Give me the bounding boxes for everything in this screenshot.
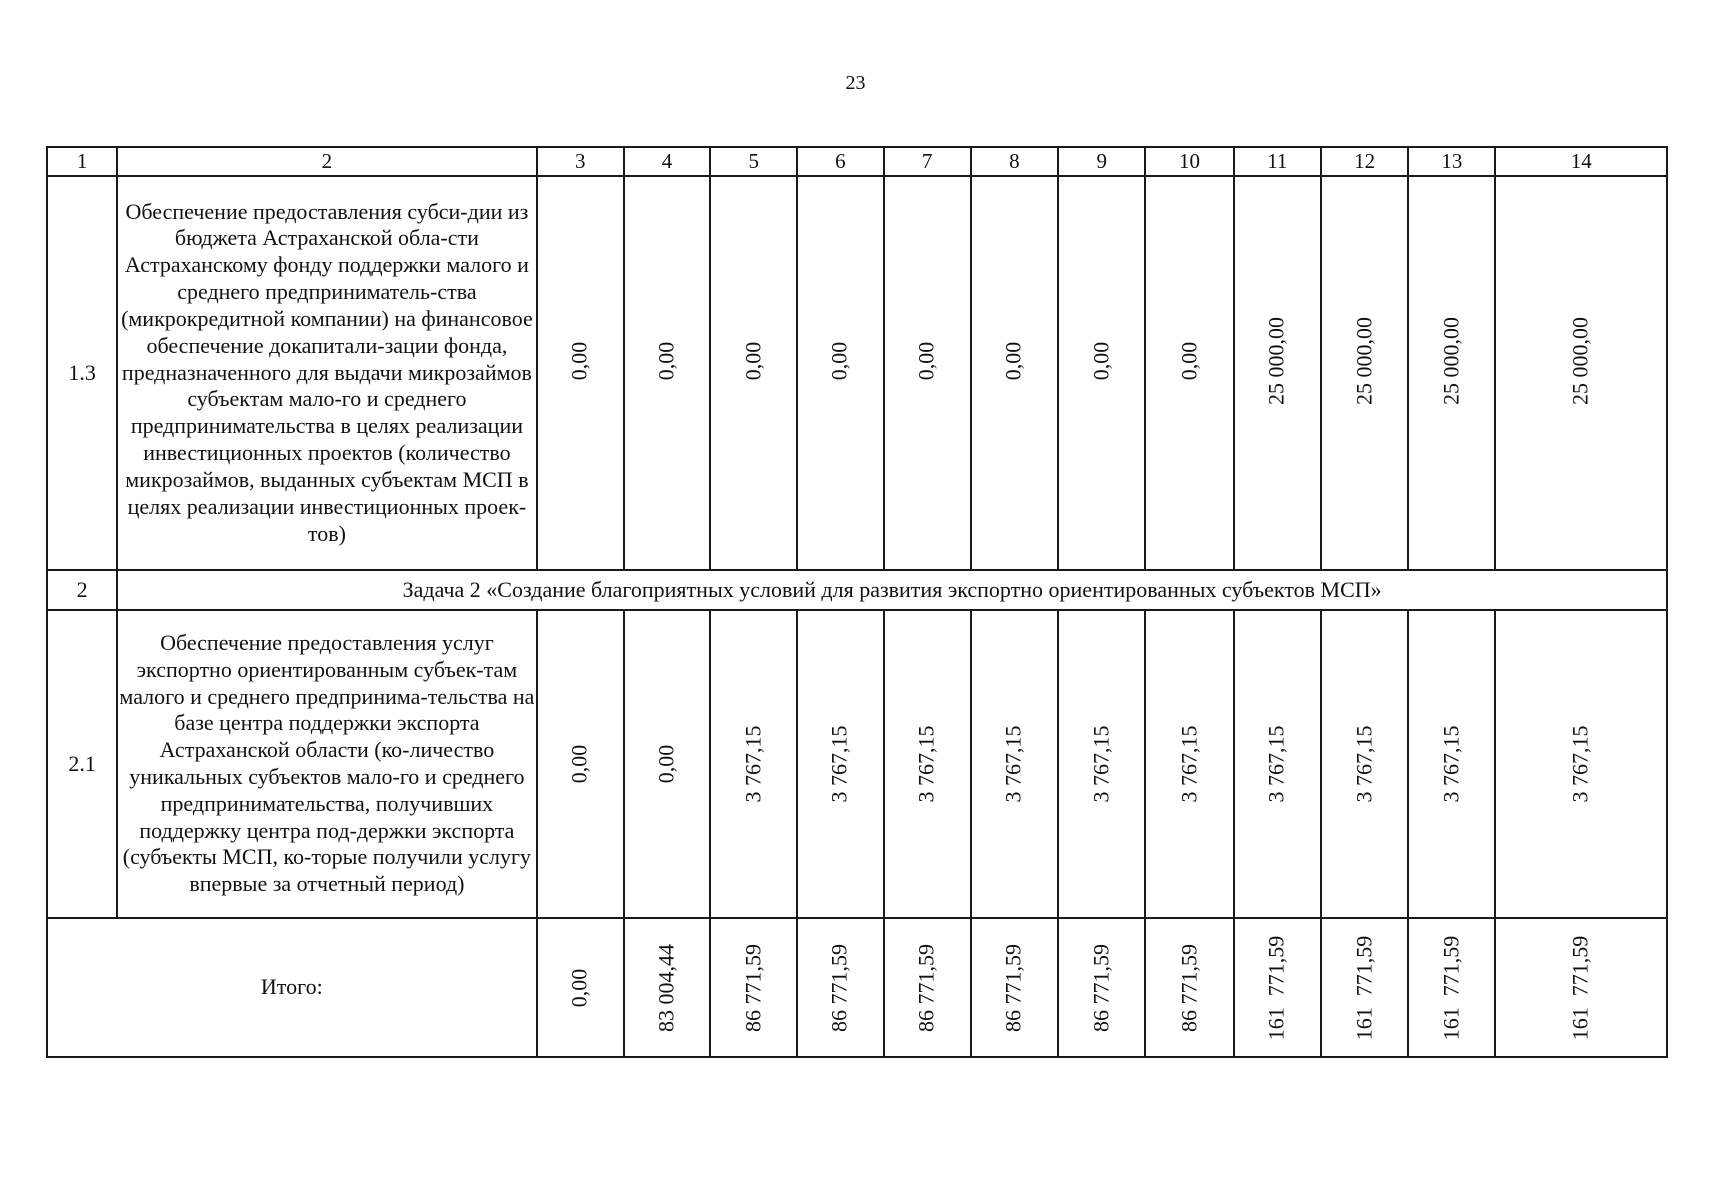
- value-cell: 3 767,15: [884, 610, 971, 918]
- value-cell: 25 000,00: [1321, 176, 1408, 570]
- value-cell: 0,00: [537, 176, 624, 570]
- value-cell: 0,00: [1145, 176, 1233, 570]
- total-value-cell: 86 771,59: [797, 918, 883, 1057]
- total-value-cell: 86 771,59: [1058, 918, 1145, 1057]
- table-row-task-2: [47, 570, 1667, 610]
- value-cell: 3 767,15: [1234, 610, 1321, 918]
- page-number: 23: [845, 72, 866, 94]
- col-header: 2: [117, 147, 536, 176]
- value-cell: 25 000,00: [1408, 176, 1495, 570]
- budget-table: [46, 146, 1668, 1058]
- col-header: 14: [1495, 147, 1667, 176]
- header-row: [47, 147, 1667, 176]
- row-description: Обеспечение предоставления услуг экспортно ориентированным субъек-там малого и среднего предпринима-тельства на базе центра поддержки экспорта Астраханской области (ко-личество уникальных субъектов мало-го и среднего предпринимательства, получивших поддержку центра под-держки экспорта (субъекты МСП, ко-торые получили услугу впервые за отчетный период): [117, 610, 536, 918]
- col-header: 1: [47, 147, 117, 176]
- row-number: 2: [47, 570, 117, 610]
- col-header: 8: [971, 147, 1058, 176]
- col-header: 12: [1321, 147, 1408, 176]
- value-cell: 0,00: [624, 176, 710, 570]
- row-number: 1.3: [47, 176, 117, 570]
- table-row-2-1: [47, 610, 1667, 918]
- value-cell: 0,00: [797, 176, 883, 570]
- value-cell: 0,00: [971, 176, 1058, 570]
- table-row-total: [47, 918, 1667, 1057]
- col-header: 4: [624, 147, 710, 176]
- value-cell: 3 767,15: [1495, 610, 1667, 918]
- value-cell: 0,00: [710, 176, 797, 570]
- total-value-cell: 161 771,59: [1495, 918, 1667, 1057]
- total-value-cell: 161 771,59: [1408, 918, 1495, 1057]
- value-cell: 3 767,15: [1321, 610, 1408, 918]
- value-cell: 0,00: [884, 176, 971, 570]
- value-cell: 3 767,15: [710, 610, 797, 918]
- row-number: 2.1: [47, 610, 117, 918]
- col-header: 5: [710, 147, 797, 176]
- total-value-cell: 86 771,59: [1145, 918, 1233, 1057]
- value-cell: 3 767,15: [1058, 610, 1145, 918]
- col-header: 11: [1234, 147, 1321, 176]
- value-cell: 25 000,00: [1234, 176, 1321, 570]
- col-header: 6: [797, 147, 883, 176]
- value-cell: 0,00: [624, 610, 710, 918]
- total-value-cell: 86 771,59: [884, 918, 971, 1057]
- value-cell: 25 000,00: [1495, 176, 1667, 570]
- table-row-1-3: [47, 176, 1667, 570]
- value-cell: 3 767,15: [971, 610, 1058, 918]
- value-cell: 3 767,15: [1145, 610, 1233, 918]
- col-header: 13: [1408, 147, 1495, 176]
- value-cell: 0,00: [537, 610, 624, 918]
- value-cell: 0,00: [1058, 176, 1145, 570]
- total-value-cell: 161 771,59: [1234, 918, 1321, 1057]
- col-header: 10: [1145, 147, 1233, 176]
- total-value-cell: 0,00: [537, 918, 624, 1057]
- total-value-cell: 83 004,44: [624, 918, 710, 1057]
- total-value-cell: 86 771,59: [971, 918, 1058, 1057]
- task-title: Задача 2 «Создание благоприятных условий для развития экспортно ориентированных субъектов МСП»: [117, 570, 1667, 610]
- col-header: 9: [1058, 147, 1145, 176]
- total-label: Итого:: [47, 918, 537, 1057]
- row-description: Обеспечение предоставления субси-дии из бюджета Астраханской обла-сти Астраханскому фонду поддержки малого и среднего предприниматель-ства (микрокредитной компании) на финансовое обеспечение докапитали-зации фонда, предназначенного для выдачи микрозаймов субъектам мало-го и среднего предпринимательства в целях реализации инвестиционных проектов (количество микрозаймов, выданных субъектам МСП в целях реализации инвестиционных проек-тов): [117, 176, 536, 570]
- total-value-cell: 161 771,59: [1321, 918, 1408, 1057]
- value-cell: 3 767,15: [797, 610, 883, 918]
- col-header: 7: [884, 147, 971, 176]
- col-header: 3: [537, 147, 624, 176]
- total-value-cell: 86 771,59: [710, 918, 797, 1057]
- value-cell: 3 767,15: [1408, 610, 1495, 918]
